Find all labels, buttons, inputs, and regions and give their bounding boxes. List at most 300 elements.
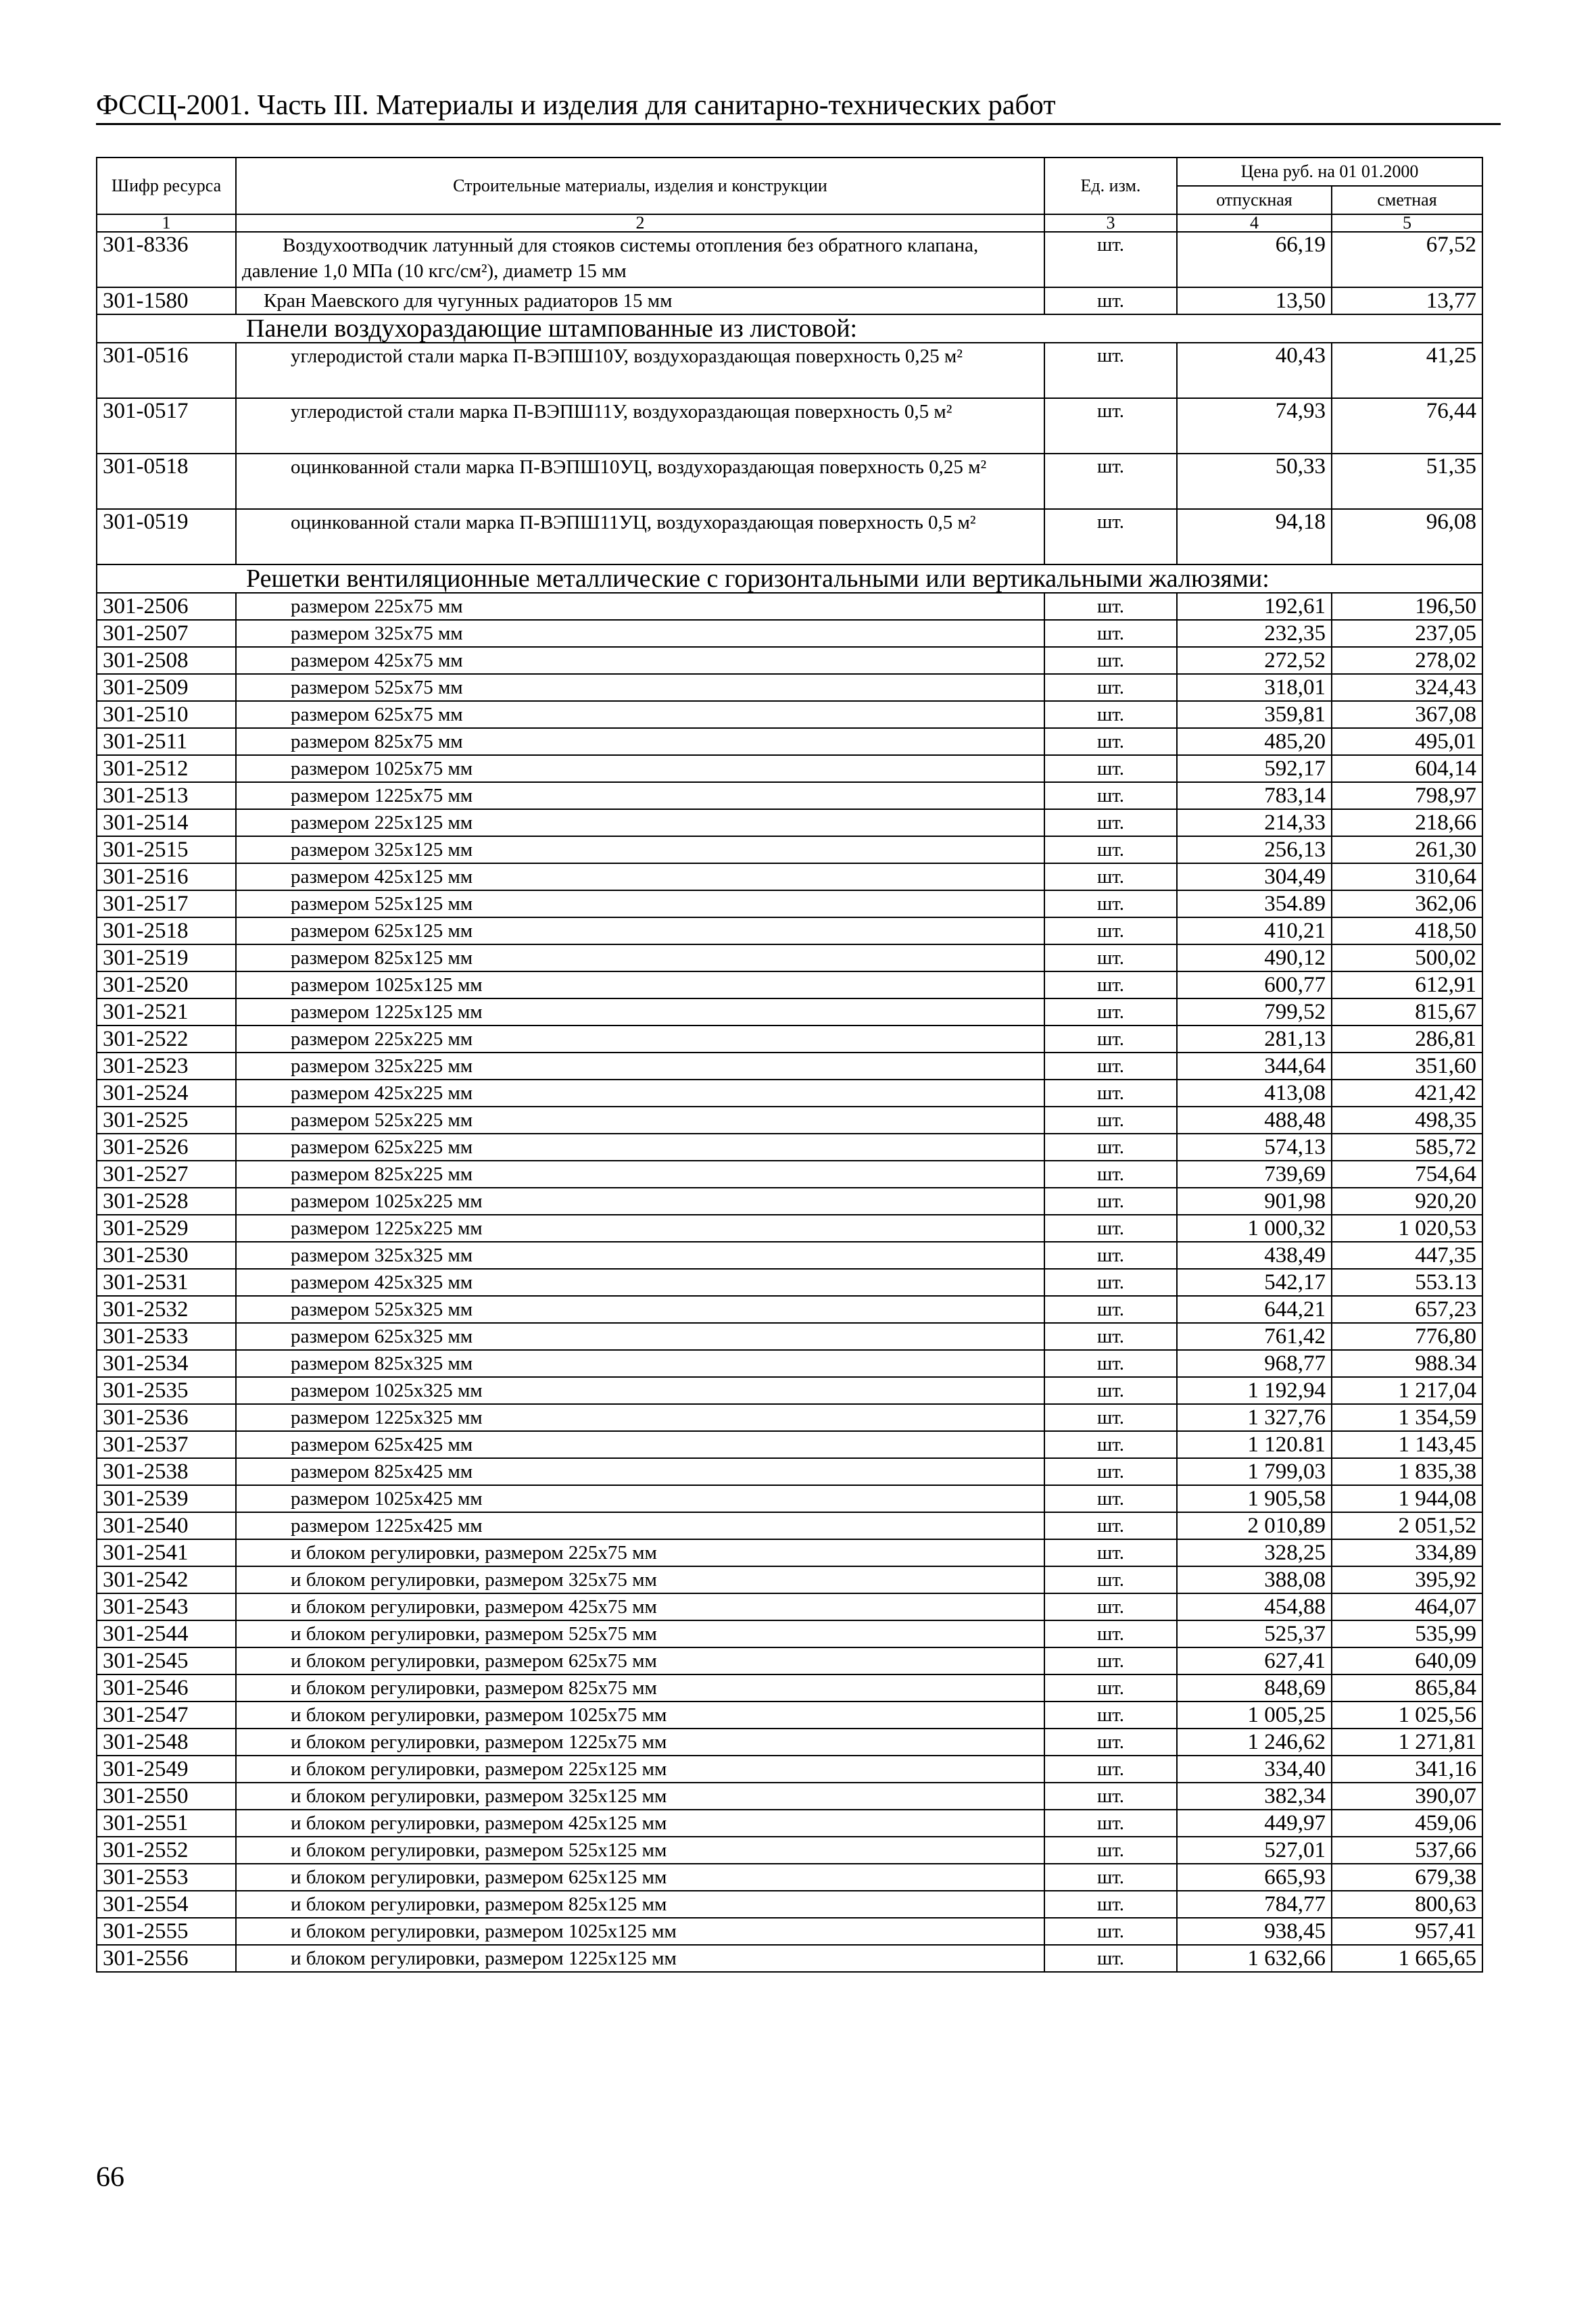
release-price-cell: 968,77 <box>1177 1350 1332 1377</box>
table-row <box>97 1431 1482 1458</box>
table-row <box>97 1566 1482 1593</box>
estimate-price-cell: 865,84 <box>1332 1674 1482 1702</box>
column-header-code: Шифр ресурса <box>97 158 236 214</box>
unit-cell: шт. <box>1044 917 1177 944</box>
material-name-cell: размером 1225x225 мм <box>236 1215 1044 1242</box>
release-price-cell: 334,40 <box>1177 1756 1332 1783</box>
estimate-price-cell: 459,06 <box>1332 1810 1482 1837</box>
release-price-cell: 74,93 <box>1177 398 1332 454</box>
estimate-price-cell: 754,64 <box>1332 1161 1482 1188</box>
material-name-cell: и блоком регулировки, размером 1025x75 мм <box>236 1702 1044 1729</box>
estimate-price-cell: 657,23 <box>1332 1296 1482 1323</box>
material-name-cell: размером 325x75 мм <box>236 620 1044 647</box>
unit-cell: шт. <box>1044 1269 1177 1296</box>
estimate-price-cell: 776,80 <box>1332 1323 1482 1350</box>
release-price-cell: 304,49 <box>1177 863 1332 890</box>
unit-cell: шт. <box>1044 1837 1177 1864</box>
resource-code-cell: 301-2536 <box>97 1404 236 1431</box>
estimate-price-cell: 800,63 <box>1332 1891 1482 1918</box>
table-row <box>97 674 1482 701</box>
release-price-cell: 527,01 <box>1177 1837 1332 1864</box>
material-name-cell: углеродистой стали марка П-ВЭПШ10У, воздухораздающая поверхность 0,25 м² <box>236 343 1044 398</box>
unit-cell: шт. <box>1044 1026 1177 1053</box>
table-row <box>97 863 1482 890</box>
resource-code-cell: 301-2537 <box>97 1431 236 1458</box>
table-row <box>97 1620 1482 1647</box>
material-name-cell: и блоком регулировки, размером 825x125 мм <box>236 1891 1044 1918</box>
estimate-price-cell: 76,44 <box>1332 398 1482 454</box>
unit-cell: шт. <box>1044 1864 1177 1891</box>
resource-code-cell: 301-2507 <box>97 620 236 647</box>
table-row <box>97 1215 1482 1242</box>
material-name-cell: размером 1025x75 мм <box>236 755 1044 782</box>
resource-code-cell: 301-2519 <box>97 944 236 971</box>
section-heading: Панели воздухораздающие штампованные из листовой: <box>97 314 1482 343</box>
resource-code-cell: 301-2545 <box>97 1647 236 1674</box>
release-price-cell: 66,19 <box>1177 232 1332 287</box>
material-name-cell: размером 325x125 мм <box>236 836 1044 863</box>
resource-code-cell: 301-2528 <box>97 1188 236 1215</box>
estimate-price-cell: 988.34 <box>1332 1350 1482 1377</box>
table-row <box>97 1242 1482 1269</box>
release-price-cell: 901,98 <box>1177 1188 1332 1215</box>
unit-cell: шт. <box>1044 1647 1177 1674</box>
estimate-price-cell: 1 143,45 <box>1332 1431 1482 1458</box>
table-row <box>97 1080 1482 1107</box>
resource-code-cell: 301-2515 <box>97 836 236 863</box>
estimate-price-cell: 1 835,38 <box>1332 1458 1482 1485</box>
release-price-cell: 438,49 <box>1177 1242 1332 1269</box>
table-row <box>97 1377 1482 1404</box>
unit-cell: шт. <box>1044 1783 1177 1810</box>
table-row <box>97 917 1482 944</box>
table-row <box>97 1702 1482 1729</box>
material-name-cell: оцинкованной стали марка П-ВЭПШ10УЦ, воздухораздающая поверхность 0,25 м² <box>236 454 1044 509</box>
estimate-price-cell: 390,07 <box>1332 1783 1482 1810</box>
release-price-cell: 40,43 <box>1177 343 1332 398</box>
resource-code-cell: 301-2531 <box>97 1269 236 1296</box>
estimate-price-cell: 286,81 <box>1332 1026 1482 1053</box>
estimate-price-cell: 310,64 <box>1332 863 1482 890</box>
release-price-cell: 1 192,94 <box>1177 1377 1332 1404</box>
table-row <box>97 728 1482 755</box>
material-name-cell: и блоком регулировки, размером 325x125 мм <box>236 1783 1044 1810</box>
unit-cell: шт. <box>1044 343 1177 398</box>
unit-cell: шт. <box>1044 287 1177 314</box>
material-name-cell: размером 825x75 мм <box>236 728 1044 755</box>
table-row <box>97 454 1482 509</box>
release-price-cell: 627,41 <box>1177 1647 1332 1674</box>
release-price-cell: 1 799,03 <box>1177 1458 1332 1485</box>
table-row <box>97 232 1482 287</box>
resource-code-cell: 301-2540 <box>97 1512 236 1539</box>
release-price-cell: 281,13 <box>1177 1026 1332 1053</box>
table-row <box>97 1539 1482 1566</box>
section-heading-row <box>97 564 1482 593</box>
release-price-cell: 192,61 <box>1177 593 1332 620</box>
release-price-cell: 454,88 <box>1177 1593 1332 1620</box>
material-name-cell: размером 525x75 мм <box>236 674 1044 701</box>
estimate-price-cell: 218,66 <box>1332 809 1482 836</box>
table-row <box>97 1188 1482 1215</box>
material-name-cell: размером 1225x425 мм <box>236 1512 1044 1539</box>
unit-cell: шт. <box>1044 620 1177 647</box>
table-row <box>97 971 1482 998</box>
unit-cell: шт. <box>1044 1377 1177 1404</box>
release-price-cell: 644,21 <box>1177 1296 1332 1323</box>
resource-code-cell: 301-0519 <box>97 509 236 564</box>
table-row <box>97 1864 1482 1891</box>
release-price-cell: 938,45 <box>1177 1918 1332 1945</box>
table-row <box>97 398 1482 454</box>
resource-code-cell: 301-2535 <box>97 1377 236 1404</box>
table-row <box>97 1783 1482 1810</box>
material-name-cell: размером 1025x325 мм <box>236 1377 1044 1404</box>
estimate-price-cell: 351,60 <box>1332 1053 1482 1080</box>
estimate-price-cell: 51,35 <box>1332 454 1482 509</box>
table-row <box>97 944 1482 971</box>
release-price-cell: 382,34 <box>1177 1783 1332 1810</box>
resource-code-cell: 301-2506 <box>97 593 236 620</box>
unit-cell: шт. <box>1044 863 1177 890</box>
resource-code-cell: 301-2553 <box>97 1864 236 1891</box>
table-row <box>97 1161 1482 1188</box>
resource-code-cell: 301-2517 <box>97 890 236 917</box>
estimate-price-cell: 500,02 <box>1332 944 1482 971</box>
unit-cell: шт. <box>1044 1702 1177 1729</box>
unit-cell: шт. <box>1044 1431 1177 1458</box>
resource-code-cell: 301-2522 <box>97 1026 236 1053</box>
table-row <box>97 509 1482 564</box>
estimate-price-cell: 196,50 <box>1332 593 1482 620</box>
column-header-price-release: отпускная <box>1177 186 1332 214</box>
table-row <box>97 647 1482 674</box>
material-name-cell: размером 525x125 мм <box>236 890 1044 917</box>
release-price-cell: 410,21 <box>1177 917 1332 944</box>
estimate-price-cell: 464,07 <box>1332 1593 1482 1620</box>
release-price-cell: 1 327,76 <box>1177 1404 1332 1431</box>
resource-code-cell: 301-2527 <box>97 1161 236 1188</box>
estimate-price-cell: 798,97 <box>1332 782 1482 809</box>
unit-cell: шт. <box>1044 755 1177 782</box>
unit-cell: шт. <box>1044 782 1177 809</box>
material-name-cell: размером 225x75 мм <box>236 593 1044 620</box>
resource-code-cell: 301-2520 <box>97 971 236 998</box>
unit-cell: шт. <box>1044 674 1177 701</box>
release-price-cell: 485,20 <box>1177 728 1332 755</box>
unit-cell: шт. <box>1044 1756 1177 1783</box>
release-price-cell: 1 000,32 <box>1177 1215 1332 1242</box>
material-name-cell: размером 325x225 мм <box>236 1053 1044 1080</box>
section-heading-row <box>97 314 1482 343</box>
table-row <box>97 1107 1482 1134</box>
page-number: 66 <box>96 2162 124 2193</box>
material-name-cell: размером 425x325 мм <box>236 1269 1044 1296</box>
unit-cell: шт. <box>1044 1729 1177 1756</box>
estimate-price-cell: 362,06 <box>1332 890 1482 917</box>
unit-cell: шт. <box>1044 1242 1177 1269</box>
resource-code-cell: 301-2547 <box>97 1702 236 1729</box>
resource-code-cell: 301-1580 <box>97 287 236 314</box>
resource-code-cell: 301-2533 <box>97 1323 236 1350</box>
unit-cell: шт. <box>1044 1945 1177 1972</box>
table-row <box>97 1918 1482 1945</box>
unit-cell: шт. <box>1044 1350 1177 1377</box>
estimate-price-cell: 1 271,81 <box>1332 1729 1482 1756</box>
resource-code-cell: 301-2541 <box>97 1539 236 1566</box>
unit-cell: шт. <box>1044 593 1177 620</box>
unit-cell: шт. <box>1044 398 1177 454</box>
table-row <box>97 755 1482 782</box>
unit-cell: шт. <box>1044 647 1177 674</box>
release-price-cell: 1 005,25 <box>1177 1702 1332 1729</box>
column-number: 5 <box>1332 214 1482 232</box>
release-price-cell: 761,42 <box>1177 1323 1332 1350</box>
resource-code-cell: 301-2516 <box>97 863 236 890</box>
table-row <box>97 701 1482 728</box>
material-name-cell: размером 1025x425 мм <box>236 1485 1044 1512</box>
release-price-cell: 2 010,89 <box>1177 1512 1332 1539</box>
resource-code-cell: 301-2539 <box>97 1485 236 1512</box>
material-name-cell: размером 425x225 мм <box>236 1080 1044 1107</box>
estimate-price-cell: 418,50 <box>1332 917 1482 944</box>
table-row <box>97 1729 1482 1756</box>
table-row <box>97 1756 1482 1783</box>
estimate-price-cell: 498,35 <box>1332 1107 1482 1134</box>
table-row <box>97 1053 1482 1080</box>
material-name-cell: и блоком регулировки, размером 525x125 мм <box>236 1837 1044 1864</box>
resource-code-cell: 301-8336 <box>97 232 236 287</box>
estimate-price-cell: 334,89 <box>1332 1539 1482 1566</box>
resource-code-cell: 301-2530 <box>97 1242 236 1269</box>
resource-code-cell: 301-2513 <box>97 782 236 809</box>
material-name-cell: размером 825x125 мм <box>236 944 1044 971</box>
material-name-cell: размером 625x225 мм <box>236 1134 1044 1161</box>
material-name-cell: размером 1225x75 мм <box>236 782 1044 809</box>
resource-code-cell: 301-2523 <box>97 1053 236 1080</box>
column-header-price-estimate: сметная <box>1332 186 1482 214</box>
release-price-cell: 600,77 <box>1177 971 1332 998</box>
material-name-cell: размером 425x75 мм <box>236 647 1044 674</box>
material-name-cell: размером 225x225 мм <box>236 1026 1044 1053</box>
estimate-price-cell: 395,92 <box>1332 1566 1482 1593</box>
resource-code-cell: 301-2551 <box>97 1810 236 1837</box>
release-price-cell: 592,17 <box>1177 755 1332 782</box>
unit-cell: шт. <box>1044 1485 1177 1512</box>
resource-code-cell: 301-2549 <box>97 1756 236 1783</box>
unit-cell: шт. <box>1044 232 1177 287</box>
resource-code-cell: 301-2534 <box>97 1350 236 1377</box>
unit-cell: шт. <box>1044 971 1177 998</box>
resource-code-cell: 301-2543 <box>97 1593 236 1620</box>
release-price-cell: 783,14 <box>1177 782 1332 809</box>
table-row <box>97 1674 1482 1702</box>
material-name-cell: размером 525x325 мм <box>236 1296 1044 1323</box>
material-name-cell: и блоком регулировки, размером 825x75 мм <box>236 1674 1044 1702</box>
resource-code-cell: 301-0518 <box>97 454 236 509</box>
release-price-cell: 449,97 <box>1177 1810 1332 1837</box>
resource-code-cell: 301-2525 <box>97 1107 236 1134</box>
material-name-cell: и блоком регулировки, размером 1025x125 мм <box>236 1918 1044 1945</box>
estimate-price-cell: 535,99 <box>1332 1620 1482 1647</box>
resource-code-cell: 301-2555 <box>97 1918 236 1945</box>
estimate-price-cell: 537,66 <box>1332 1837 1482 1864</box>
table-row <box>97 1837 1482 1864</box>
column-header-price-group: Цена руб. на 01 01.2000 <box>1177 158 1482 186</box>
estimate-price-cell: 367,08 <box>1332 701 1482 728</box>
unit-cell: шт. <box>1044 1053 1177 1080</box>
section-heading: Решетки вентиляционные металлические с горизонтальными или вертикальными жалюзями: <box>97 564 1482 593</box>
unit-cell: шт. <box>1044 1539 1177 1566</box>
unit-cell: шт. <box>1044 1107 1177 1134</box>
release-price-cell: 1 632,66 <box>1177 1945 1332 1972</box>
material-name-cell: размером 525x225 мм <box>236 1107 1044 1134</box>
estimate-price-cell: 920,20 <box>1332 1188 1482 1215</box>
estimate-price-cell: 1 025,56 <box>1332 1702 1482 1729</box>
material-name-cell: размером 1025x225 мм <box>236 1188 1044 1215</box>
estimate-price-cell: 67,52 <box>1332 232 1482 287</box>
release-price-cell: 1 905,58 <box>1177 1485 1332 1512</box>
material-name-cell: размером 1025x125 мм <box>236 971 1044 998</box>
unit-cell: шт. <box>1044 701 1177 728</box>
material-name-cell: размером 825x225 мм <box>236 1161 1044 1188</box>
release-price-cell: 784,77 <box>1177 1891 1332 1918</box>
estimate-price-cell: 41,25 <box>1332 343 1482 398</box>
estimate-price-cell: 324,43 <box>1332 674 1482 701</box>
estimate-price-cell: 604,14 <box>1332 755 1482 782</box>
price-table <box>96 157 1483 1973</box>
unit-cell: шт. <box>1044 1188 1177 1215</box>
resource-code-cell: 301-2550 <box>97 1783 236 1810</box>
unit-cell: шт. <box>1044 944 1177 971</box>
table-row <box>97 1458 1482 1485</box>
estimate-price-cell: 640,09 <box>1332 1647 1482 1674</box>
material-name-cell: и блоком регулировки, размером 225x125 мм <box>236 1756 1044 1783</box>
column-header-name: Строительные материалы, изделия и конструкции <box>236 158 1044 214</box>
table-row <box>97 1026 1482 1053</box>
table-row <box>97 287 1482 314</box>
estimate-price-cell: 421,42 <box>1332 1080 1482 1107</box>
estimate-price-cell: 13,77 <box>1332 287 1482 314</box>
unit-cell: шт. <box>1044 1161 1177 1188</box>
column-number: 3 <box>1044 214 1177 232</box>
material-name-cell: размером 1225x325 мм <box>236 1404 1044 1431</box>
unit-cell: шт. <box>1044 1134 1177 1161</box>
unit-cell: шт. <box>1044 1512 1177 1539</box>
table-row <box>97 1323 1482 1350</box>
unit-cell: шт. <box>1044 809 1177 836</box>
table-row <box>97 1350 1482 1377</box>
unit-cell: шт. <box>1044 509 1177 564</box>
estimate-price-cell: 585,72 <box>1332 1134 1482 1161</box>
material-name-cell: размером 225x125 мм <box>236 809 1044 836</box>
resource-code-cell: 301-0517 <box>97 398 236 454</box>
estimate-price-cell: 815,67 <box>1332 998 1482 1026</box>
release-price-cell: 665,93 <box>1177 1864 1332 1891</box>
release-price-cell: 50,33 <box>1177 454 1332 509</box>
estimate-price-cell: 96,08 <box>1332 509 1482 564</box>
release-price-cell: 1 120.81 <box>1177 1431 1332 1458</box>
table-row <box>97 1891 1482 1918</box>
estimate-price-cell: 261,30 <box>1332 836 1482 863</box>
material-name-cell: размером 625x75 мм <box>236 701 1044 728</box>
estimate-price-cell: 447,35 <box>1332 1242 1482 1269</box>
release-price-cell: 1 246,62 <box>1177 1729 1332 1756</box>
material-name-cell: и блоком регулировки, размером 525x75 мм <box>236 1620 1044 1647</box>
material-name-cell: и блоком регулировки, размером 1225x125 мм <box>236 1945 1044 1972</box>
release-price-cell: 328,25 <box>1177 1539 1332 1566</box>
table-row <box>97 1134 1482 1161</box>
unit-cell: шт. <box>1044 1323 1177 1350</box>
table-row <box>97 1810 1482 1837</box>
unit-cell: шт. <box>1044 1215 1177 1242</box>
unit-cell: шт. <box>1044 1296 1177 1323</box>
unit-cell: шт. <box>1044 1404 1177 1431</box>
material-name-cell: размером 1225x125 мм <box>236 998 1044 1026</box>
resource-code-cell: 301-2508 <box>97 647 236 674</box>
material-name-cell: и блоком регулировки, размером 225x75 мм <box>236 1539 1044 1566</box>
unit-cell: шт. <box>1044 1620 1177 1647</box>
material-name-cell: размером 325x325 мм <box>236 1242 1044 1269</box>
material-name-cell: размером 625x125 мм <box>236 917 1044 944</box>
column-number: 2 <box>236 214 1044 232</box>
release-price-cell: 344,64 <box>1177 1053 1332 1080</box>
release-price-cell: 354.89 <box>1177 890 1332 917</box>
estimate-price-cell: 679,38 <box>1332 1864 1482 1891</box>
material-name-cell: Кран Маевского для чугунных радиаторов 15 мм <box>236 287 1044 314</box>
material-name-cell: и блоком регулировки, размером 1225x75 мм <box>236 1729 1044 1756</box>
unit-cell: шт. <box>1044 1593 1177 1620</box>
resource-code-cell: 301-2510 <box>97 701 236 728</box>
estimate-price-cell: 1 354,59 <box>1332 1404 1482 1431</box>
release-price-cell: 388,08 <box>1177 1566 1332 1593</box>
unit-cell: шт. <box>1044 836 1177 863</box>
material-name-cell: размером 825x325 мм <box>236 1350 1044 1377</box>
estimate-price-cell: 1 665,65 <box>1332 1945 1482 1972</box>
release-price-cell: 256,13 <box>1177 836 1332 863</box>
release-price-cell: 490,12 <box>1177 944 1332 971</box>
page-header-title: ФССЦ-2001. Часть III. Материалы и изделия для санитарно-технических работ <box>96 90 1056 121</box>
material-name-cell: углеродистой стали марка П-ВЭПШ11У, воздухораздающая поверхность 0,5 м² <box>236 398 1044 454</box>
material-name-cell: размером 825x425 мм <box>236 1458 1044 1485</box>
estimate-price-cell: 237,05 <box>1332 620 1482 647</box>
unit-cell: шт. <box>1044 998 1177 1026</box>
unit-cell: шт. <box>1044 890 1177 917</box>
estimate-price-cell: 612,91 <box>1332 971 1482 998</box>
estimate-price-cell: 495,01 <box>1332 728 1482 755</box>
table-header <box>97 158 1482 232</box>
resource-code-cell: 301-2509 <box>97 674 236 701</box>
table-row <box>97 809 1482 836</box>
unit-cell: шт. <box>1044 1810 1177 1837</box>
release-price-cell: 94,18 <box>1177 509 1332 564</box>
table-row <box>97 836 1482 863</box>
column-number: 4 <box>1177 214 1332 232</box>
table-body <box>97 232 1482 1972</box>
unit-cell: шт. <box>1044 1458 1177 1485</box>
unit-cell: шт. <box>1044 728 1177 755</box>
release-price-cell: 272,52 <box>1177 647 1332 674</box>
resource-code-cell: 301-2529 <box>97 1215 236 1242</box>
resource-code-cell: 301-2538 <box>97 1458 236 1485</box>
resource-code-cell: 301-2512 <box>97 755 236 782</box>
column-header-unit: Ед. изм. <box>1044 158 1177 214</box>
table-row <box>97 1296 1482 1323</box>
release-price-cell: 542,17 <box>1177 1269 1332 1296</box>
resource-code-cell: 301-2511 <box>97 728 236 755</box>
material-name-cell: и блоком регулировки, размером 425x75 мм <box>236 1593 1044 1620</box>
material-name-cell: и блоком регулировки, размером 625x75 мм <box>236 1647 1044 1674</box>
